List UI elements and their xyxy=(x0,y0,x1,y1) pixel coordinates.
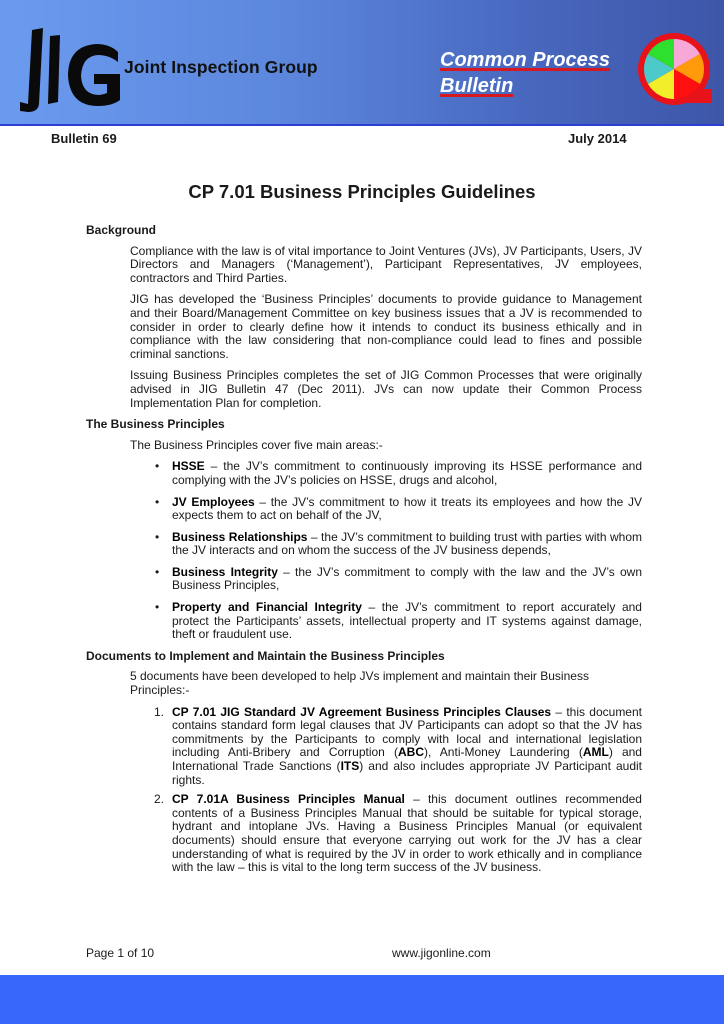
bulletin-date: July 2014 xyxy=(568,131,627,146)
bullet-icon: • xyxy=(155,600,160,615)
list-item xyxy=(154,704,643,788)
list-item xyxy=(154,792,642,875)
header-divider xyxy=(0,124,724,126)
bullet-icon: • xyxy=(155,459,160,474)
list-item xyxy=(155,564,642,593)
documents-list xyxy=(86,706,642,875)
abbreviation: AML xyxy=(582,745,609,760)
bullet-icon: • xyxy=(155,529,160,544)
background-paragraph: Compliance with the law is of vital importance to Joint Ventures (JVs), JV Participants, Users, JV Directors and Managers (‘Management’), Participant Representatives, JV employees, contractors and Third Parties. xyxy=(130,243,642,285)
publication-title-line1: Common Process xyxy=(440,49,611,71)
document-term: CP 7.01 JIG Standard JV Agreement Business Principles Clauses xyxy=(172,704,552,719)
background-paragraph: Issuing Business Principles completes the set of JIG Common Processes that were originally advised in JIG Bulletin 47 (Dec 2011). JVs can now update their Common Process Implementation Plan for completion. xyxy=(130,368,642,410)
principle-text: – the JV’s commitment to continuously improving its HSSE performance and complying with the JV’s policies on HSSE, drugs and alcohol, xyxy=(172,459,642,487)
list-item xyxy=(155,494,642,523)
document-text: – this document contains standard form legal clauses that JV Participants can adopt so that the JV has commitments by the Participants to comply with local and international legislation including Anti-Bribery and Corruption ( xyxy=(172,704,642,760)
bullet-icon: • xyxy=(155,494,160,509)
principle-term: JV Employees xyxy=(172,494,255,509)
principles-intro: The Business Principles cover five main areas:- xyxy=(130,437,383,452)
list-item xyxy=(155,459,642,487)
principle-term: Business Integrity xyxy=(172,564,278,579)
principle-text: – the JV’s commitment to building trust with parties with whom the JV interacts and on whom the success of the JV business depends, xyxy=(172,529,642,558)
document-text: ) and also includes appropriate JV Participant audit rights. xyxy=(172,759,643,787)
footer-bar xyxy=(0,975,724,1024)
principle-text: – the JV’s commitment to comply with the law and the JV’s own Business Principles, xyxy=(172,564,642,593)
publication-title xyxy=(440,47,610,99)
jig-logo-icon xyxy=(14,22,126,114)
document-text: – this document outlines recommended contents of a Business Principles Manual that should be suitable for typical storage, hydrant and intoplane JVs. Having a Business Principles Manual (or equivalent documents) should ensure that everyone carrying out work for the JV has a clear understanding of what is required by the JV in order to work ethically and in compliance with the law – this is vital to the long term success of the JV business. xyxy=(172,792,642,875)
abbreviation: ITS xyxy=(340,759,360,773)
principles-list xyxy=(86,460,642,642)
section-heading-documents: Documents to Implement and Maintain the Business Principles xyxy=(86,648,445,663)
principle-term: Business Relationships xyxy=(172,529,308,544)
item-number: 1. xyxy=(154,704,165,719)
bulletin-number: Bulletin 69 xyxy=(51,131,117,146)
principle-term: Property and Financial Integrity xyxy=(172,600,362,615)
publication-title-line2: Bulletin xyxy=(440,75,514,97)
abbreviation: ABC xyxy=(398,745,424,760)
bullet-icon: • xyxy=(155,564,160,579)
item-number: 2. xyxy=(154,792,165,807)
principle-text: – the JV’s commitment to how it treats its employees and how the JV expects them to act on behalf of the JV, xyxy=(172,494,642,523)
organization-name: Joint Inspection Group xyxy=(124,57,318,77)
principle-term: HSSE xyxy=(172,459,205,474)
document-title: CP 7.01 Business Principles Guidelines xyxy=(188,181,536,202)
list-item xyxy=(155,529,642,558)
section-heading-background: Background xyxy=(86,223,157,237)
document-text: ) and International Trade Sanctions ( xyxy=(172,745,642,773)
principle-text: – the JV’s commitment to report accurately and protect the Participants’ assets, intellectual property and IT systems against damage, theft or fraudulent use. xyxy=(172,600,642,642)
background-paragraph: JIG has developed the ‘Business Principles’ documents to provide guidance to Management and their Board/Management Committee on key business issues that a JV is recommended to consider in order to clearly define how it intends to conduct its business ethically and in compliance with the law considering that non-compliance could lead to fines and possible criminal sanctions. xyxy=(130,292,642,361)
document-text: ), Anti-Money Laundering ( xyxy=(424,745,583,760)
website-link[interactable]: www.jigonline.com xyxy=(392,946,491,960)
page-number: Page 1 of 10 xyxy=(86,946,155,960)
process-wheel-icon xyxy=(636,31,714,113)
bulletin-header xyxy=(0,0,724,124)
document-term: CP 7.01A Business Principles Manual xyxy=(172,792,405,807)
documents-intro: 5 documents have been developed to help JVs implement and maintain their Business Principles:- xyxy=(130,669,589,698)
list-item xyxy=(155,600,642,642)
section-heading-business-principles: The Business Principles xyxy=(86,417,225,432)
document-body xyxy=(86,224,642,881)
